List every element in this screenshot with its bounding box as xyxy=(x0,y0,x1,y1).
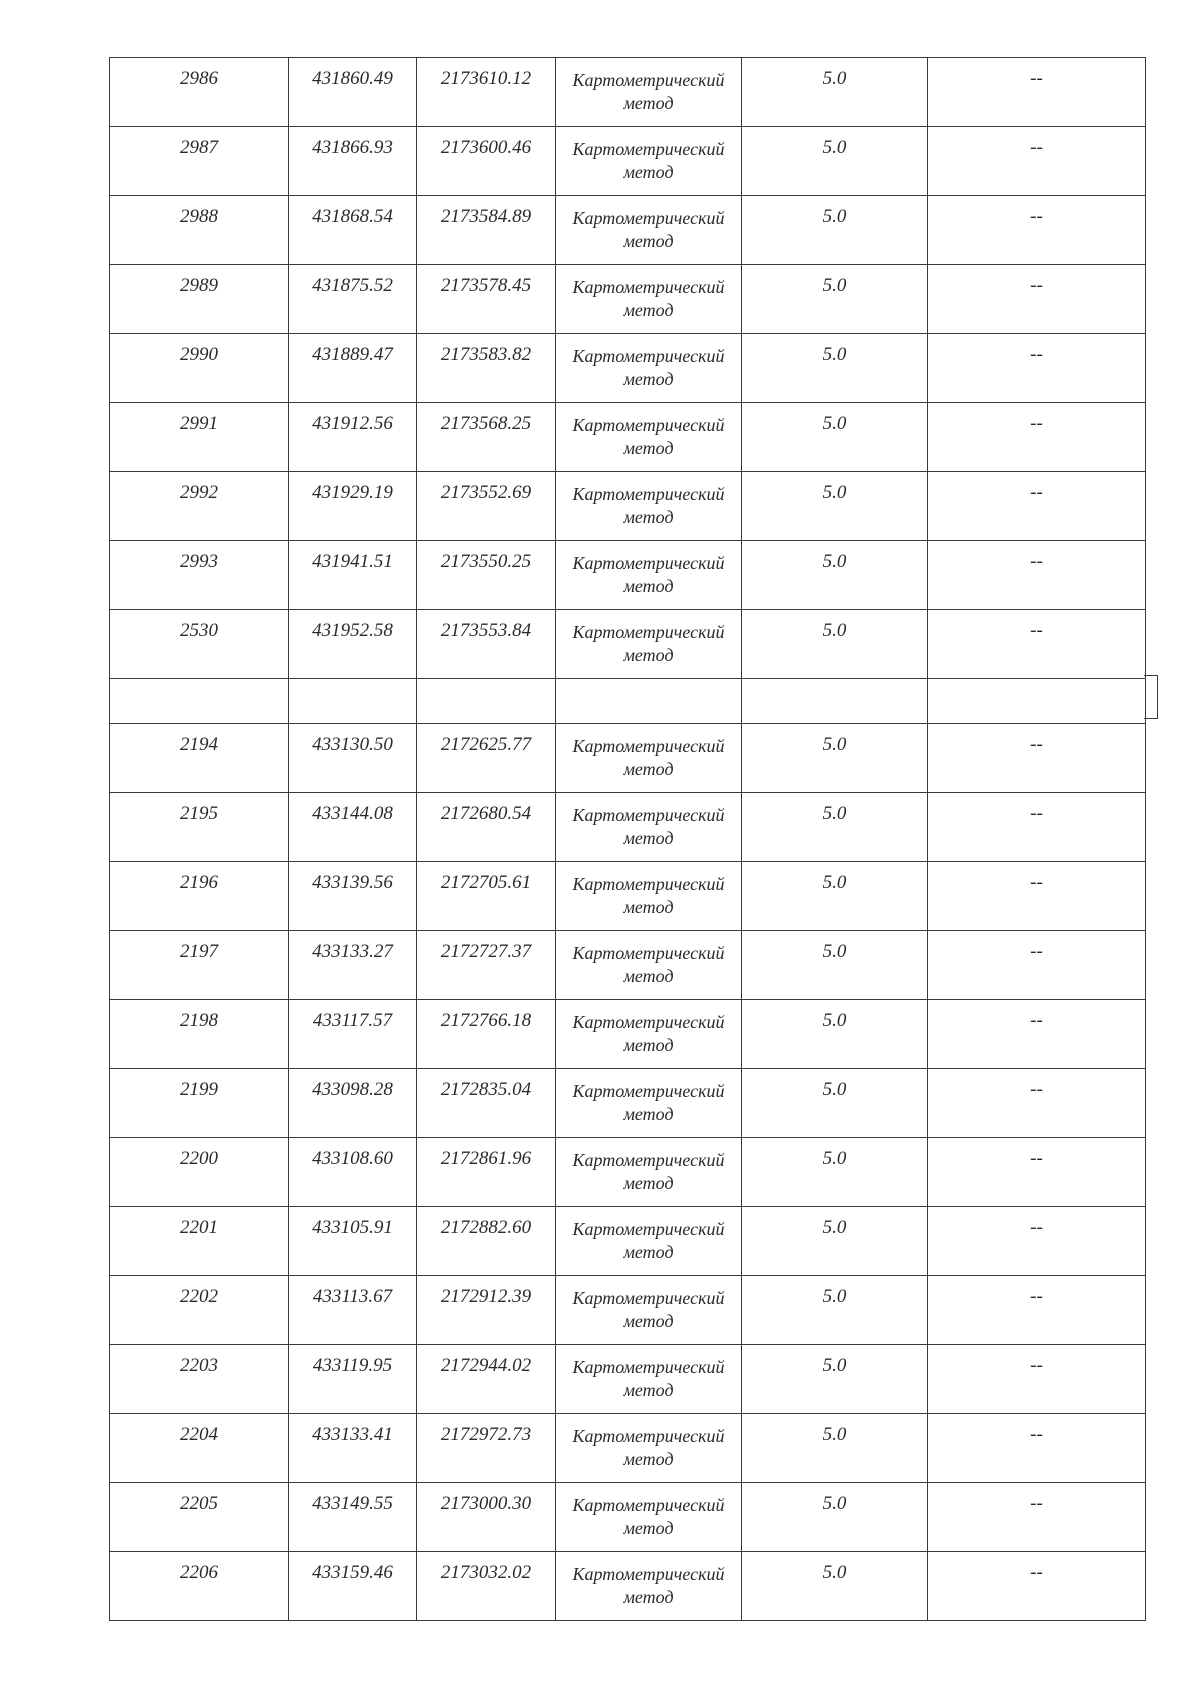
point-number-cell: 2992 xyxy=(110,472,289,541)
table-row xyxy=(110,610,1146,679)
table-row xyxy=(110,1345,1146,1414)
table-row xyxy=(110,1483,1146,1552)
y-coordinate-cell: 2173568.25 xyxy=(417,403,556,472)
empty-cell xyxy=(556,679,742,724)
accuracy-cell: 5.0 xyxy=(742,472,928,541)
accuracy-cell: 5.0 xyxy=(742,196,928,265)
y-coordinate-cell: 2172766.18 xyxy=(417,1000,556,1069)
accuracy-cell: 5.0 xyxy=(742,1276,928,1345)
accuracy-cell: 5.0 xyxy=(742,58,928,127)
table-row xyxy=(110,403,1146,472)
method-cell: Картометрический метод xyxy=(556,1207,742,1276)
note-cell: -- xyxy=(928,1345,1146,1414)
point-number-cell: 2196 xyxy=(110,862,289,931)
x-coordinate-cell: 431912.56 xyxy=(289,403,417,472)
point-number-cell: 2989 xyxy=(110,265,289,334)
accuracy-cell: 5.0 xyxy=(742,1345,928,1414)
empty-cell xyxy=(417,679,556,724)
method-cell: Картометрический метод xyxy=(556,1552,742,1621)
note-cell: -- xyxy=(928,793,1146,862)
note-cell: -- xyxy=(928,1069,1146,1138)
empty-separator-row xyxy=(110,679,1146,724)
note-cell: -- xyxy=(928,1276,1146,1345)
method-cell: Картометрический метод xyxy=(556,610,742,679)
table-row xyxy=(110,1069,1146,1138)
x-coordinate-cell: 431889.47 xyxy=(289,334,417,403)
note-cell: -- xyxy=(928,1552,1146,1621)
x-coordinate-cell: 431941.51 xyxy=(289,541,417,610)
note-cell: -- xyxy=(928,862,1146,931)
y-coordinate-cell: 2172861.96 xyxy=(417,1138,556,1207)
method-cell: Картометрический метод xyxy=(556,1414,742,1483)
x-coordinate-cell: 431868.54 xyxy=(289,196,417,265)
note-cell: -- xyxy=(928,403,1146,472)
point-number-cell: 2990 xyxy=(110,334,289,403)
method-cell: Картометрический метод xyxy=(556,862,742,931)
y-coordinate-cell: 2173610.12 xyxy=(417,58,556,127)
x-coordinate-cell: 431860.49 xyxy=(289,58,417,127)
x-coordinate-cell: 433105.91 xyxy=(289,1207,417,1276)
x-coordinate-cell: 431929.19 xyxy=(289,472,417,541)
y-coordinate-cell: 2173550.25 xyxy=(417,541,556,610)
x-coordinate-cell: 433113.67 xyxy=(289,1276,417,1345)
accuracy-cell: 5.0 xyxy=(742,862,928,931)
method-cell: Картометрический метод xyxy=(556,1069,742,1138)
point-number-cell: 2986 xyxy=(110,58,289,127)
y-coordinate-cell: 2172835.04 xyxy=(417,1069,556,1138)
table-row xyxy=(110,541,1146,610)
note-cell: -- xyxy=(928,334,1146,403)
y-coordinate-cell: 2172944.02 xyxy=(417,1345,556,1414)
table-row xyxy=(110,1207,1146,1276)
point-number-cell: 2198 xyxy=(110,1000,289,1069)
note-cell: -- xyxy=(928,1414,1146,1483)
note-cell: -- xyxy=(928,265,1146,334)
accuracy-cell: 5.0 xyxy=(742,1552,928,1621)
point-number-cell: 2203 xyxy=(110,1345,289,1414)
x-coordinate-cell: 433139.56 xyxy=(289,862,417,931)
table-row xyxy=(110,58,1146,127)
note-cell: -- xyxy=(928,127,1146,196)
accuracy-cell: 5.0 xyxy=(742,334,928,403)
table-row xyxy=(110,1414,1146,1483)
y-coordinate-cell: 2173584.89 xyxy=(417,196,556,265)
point-number-cell: 2197 xyxy=(110,931,289,1000)
coordinates-table-body xyxy=(110,58,1146,1621)
x-coordinate-cell: 431866.93 xyxy=(289,127,417,196)
accuracy-cell: 5.0 xyxy=(742,724,928,793)
method-cell: Картометрический метод xyxy=(556,931,742,1000)
x-coordinate-cell: 433108.60 xyxy=(289,1138,417,1207)
empty-cell xyxy=(110,679,289,724)
accuracy-cell: 5.0 xyxy=(742,265,928,334)
method-cell: Картометрический метод xyxy=(556,1276,742,1345)
method-cell: Картометрический метод xyxy=(556,1000,742,1069)
point-number-cell: 2201 xyxy=(110,1207,289,1276)
separator-row-overhang xyxy=(1144,675,1158,719)
method-cell: Картометрический метод xyxy=(556,793,742,862)
method-cell: Картометрический метод xyxy=(556,541,742,610)
accuracy-cell: 5.0 xyxy=(742,1207,928,1276)
y-coordinate-cell: 2172680.54 xyxy=(417,793,556,862)
table-row xyxy=(110,334,1146,403)
accuracy-cell: 5.0 xyxy=(742,793,928,862)
table-row xyxy=(110,862,1146,931)
point-number-cell: 2991 xyxy=(110,403,289,472)
y-coordinate-cell: 2173000.30 xyxy=(417,1483,556,1552)
note-cell: -- xyxy=(928,610,1146,679)
table-row xyxy=(110,1138,1146,1207)
table-row xyxy=(110,724,1146,793)
table-row xyxy=(110,265,1146,334)
method-cell: Картометрический метод xyxy=(556,196,742,265)
empty-cell xyxy=(928,679,1146,724)
note-cell: -- xyxy=(928,58,1146,127)
x-coordinate-cell: 433098.28 xyxy=(289,1069,417,1138)
point-number-cell: 2202 xyxy=(110,1276,289,1345)
method-cell: Картометрический метод xyxy=(556,472,742,541)
point-number-cell: 2530 xyxy=(110,610,289,679)
x-coordinate-cell: 431875.52 xyxy=(289,265,417,334)
note-cell: -- xyxy=(928,1000,1146,1069)
empty-cell xyxy=(742,679,928,724)
accuracy-cell: 5.0 xyxy=(742,1414,928,1483)
note-cell: -- xyxy=(928,1138,1146,1207)
method-cell: Картометрический метод xyxy=(556,1138,742,1207)
coordinates-table xyxy=(109,57,1146,1621)
note-cell: -- xyxy=(928,724,1146,793)
note-cell: -- xyxy=(928,196,1146,265)
method-cell: Картометрический метод xyxy=(556,724,742,793)
y-coordinate-cell: 2173583.82 xyxy=(417,334,556,403)
method-cell: Картометрический метод xyxy=(556,265,742,334)
point-number-cell: 2194 xyxy=(110,724,289,793)
accuracy-cell: 5.0 xyxy=(742,1069,928,1138)
note-cell: -- xyxy=(928,541,1146,610)
method-cell: Картометрический метод xyxy=(556,334,742,403)
point-number-cell: 2199 xyxy=(110,1069,289,1138)
y-coordinate-cell: 2172625.77 xyxy=(417,724,556,793)
accuracy-cell: 5.0 xyxy=(742,610,928,679)
y-coordinate-cell: 2173578.45 xyxy=(417,265,556,334)
method-cell: Картометрический метод xyxy=(556,127,742,196)
table-row xyxy=(110,1000,1146,1069)
y-coordinate-cell: 2172727.37 xyxy=(417,931,556,1000)
note-cell: -- xyxy=(928,472,1146,541)
point-number-cell: 2988 xyxy=(110,196,289,265)
point-number-cell: 2195 xyxy=(110,793,289,862)
y-coordinate-cell: 2173552.69 xyxy=(417,472,556,541)
method-cell: Картометрический метод xyxy=(556,1483,742,1552)
y-coordinate-cell: 2173032.02 xyxy=(417,1552,556,1621)
x-coordinate-cell: 433117.57 xyxy=(289,1000,417,1069)
method-cell: Картометрический метод xyxy=(556,403,742,472)
y-coordinate-cell: 2173553.84 xyxy=(417,610,556,679)
x-coordinate-cell: 433133.27 xyxy=(289,931,417,1000)
accuracy-cell: 5.0 xyxy=(742,403,928,472)
point-number-cell: 2204 xyxy=(110,1414,289,1483)
x-coordinate-cell: 433119.95 xyxy=(289,1345,417,1414)
point-number-cell: 2987 xyxy=(110,127,289,196)
point-number-cell: 2206 xyxy=(110,1552,289,1621)
empty-cell xyxy=(289,679,417,724)
table-row xyxy=(110,1276,1146,1345)
x-coordinate-cell: 433133.41 xyxy=(289,1414,417,1483)
note-cell: -- xyxy=(928,1483,1146,1552)
table-row xyxy=(110,472,1146,541)
y-coordinate-cell: 2173600.46 xyxy=(417,127,556,196)
method-cell: Картометрический метод xyxy=(556,1345,742,1414)
accuracy-cell: 5.0 xyxy=(742,541,928,610)
accuracy-cell: 5.0 xyxy=(742,931,928,1000)
table-row xyxy=(110,931,1146,1000)
note-cell: -- xyxy=(928,931,1146,1000)
point-number-cell: 2993 xyxy=(110,541,289,610)
accuracy-cell: 5.0 xyxy=(742,1000,928,1069)
table-row xyxy=(110,127,1146,196)
point-number-cell: 2205 xyxy=(110,1483,289,1552)
y-coordinate-cell: 2172882.60 xyxy=(417,1207,556,1276)
y-coordinate-cell: 2172705.61 xyxy=(417,862,556,931)
accuracy-cell: 5.0 xyxy=(742,1138,928,1207)
table-row xyxy=(110,196,1146,265)
table-row xyxy=(110,793,1146,862)
method-cell: Картометрический метод xyxy=(556,58,742,127)
x-coordinate-cell: 433159.46 xyxy=(289,1552,417,1621)
note-cell: -- xyxy=(928,1207,1146,1276)
y-coordinate-cell: 2172972.73 xyxy=(417,1414,556,1483)
x-coordinate-cell: 433144.08 xyxy=(289,793,417,862)
x-coordinate-cell: 431952.58 xyxy=(289,610,417,679)
point-number-cell: 2200 xyxy=(110,1138,289,1207)
x-coordinate-cell: 433130.50 xyxy=(289,724,417,793)
accuracy-cell: 5.0 xyxy=(742,1483,928,1552)
y-coordinate-cell: 2172912.39 xyxy=(417,1276,556,1345)
table-row xyxy=(110,1552,1146,1621)
accuracy-cell: 5.0 xyxy=(742,127,928,196)
x-coordinate-cell: 433149.55 xyxy=(289,1483,417,1552)
